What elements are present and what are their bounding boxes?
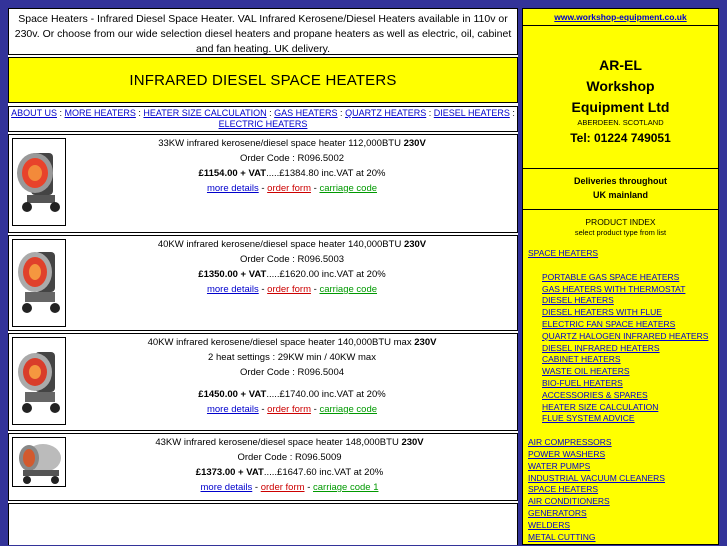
product-row (8, 433, 518, 501)
product-info: 40KW infrared kerosene/diesel space heater 140,000BTU max 230V 2 heat settings : 29KW min / 40KW max Order Code : R096.5004 £1450.00 + VAT.....£1740.00 inc.VAT at 20% more details - order form - carriage code (69, 334, 515, 417)
company-name-line3: Equipment Ltd (571, 99, 670, 115)
product-index-subtitle: select product type from list (574, 228, 667, 237)
index-list-item (523, 331, 718, 343)
index-list-item (523, 449, 718, 461)
index-list-item (523, 508, 718, 520)
index-list-item (523, 319, 718, 331)
index-list-item (523, 437, 718, 449)
product-settings: 2 heat settings : 29KW min / 40KW max (208, 352, 376, 363)
index-list-item (523, 307, 718, 319)
index-welders-link[interactable]: WELDERS (528, 519, 571, 530)
product-row (8, 235, 518, 331)
index-diesel-heaters-with-flue-link[interactable]: DIESEL HEATERS WITH FLUE (542, 307, 662, 318)
index-list-item (523, 378, 718, 390)
index-bio-fuel-heaters-link[interactable]: BIO-FUEL HEATERS (542, 377, 623, 388)
delivery-line2: UK mainland (592, 190, 648, 200)
order-form-link[interactable]: order form (267, 284, 311, 295)
product-image[interactable] (12, 239, 66, 327)
product-image[interactable] (12, 138, 66, 226)
index-list-item (523, 343, 718, 355)
product-price-inc: .....£1620.00 inc.VAT at 20% (266, 269, 386, 280)
product-price-inc: .....£1384.80 inc.VAT at 20% (266, 168, 386, 179)
index-list-item (523, 272, 718, 284)
delivery-box (523, 169, 718, 210)
product-index (523, 212, 718, 546)
index-generators-link[interactable]: GENERATORS (528, 507, 587, 518)
product-title: 40KW infrared kerosene/diesel space heater 140,000BTU max (147, 337, 412, 348)
product-voltage: 230V (414, 337, 437, 348)
index-list-item (523, 402, 718, 414)
product-code: Order Code : R096.5009 (237, 452, 342, 463)
nav-gas-heaters[interactable]: GAS HEATERS (274, 108, 338, 118)
product-info: 43KW infrared kerosene/diesel space heater 148,000BTU 230V Order Code : R096.5009 £1373.00 + VAT.....£1647.60 inc.VAT at 20% more details - order form - carriage code 1 (64, 434, 515, 495)
company-name-line1: AR-EL (599, 57, 642, 73)
index-diesel-heaters-link[interactable]: DIESEL HEATERS (542, 295, 614, 306)
carriage-code-link[interactable]: carriage code (319, 284, 378, 295)
nav-more-heaters[interactable]: MORE HEATERS (64, 108, 136, 118)
index-portable-gas-space-heaters-link[interactable]: PORTABLE GAS SPACE HEATERS (542, 271, 680, 282)
more-details-link[interactable]: more details (206, 284, 259, 295)
product-voltage: 230V (403, 239, 427, 250)
order-form-link[interactable]: order form (267, 183, 311, 194)
product-code: Order Code : R096.5004 (239, 367, 345, 378)
product-code: Order Code : R096.5002 (239, 153, 345, 164)
product-price: £1154.00 + VAT (198, 168, 267, 179)
product-info: 40KW infrared kerosene/diesel space heater 140,000BTU 230V Order Code : R096.5003 £1350.00 + VAT.....£1620.00 inc.VAT at 20% more details - order form - carriage code (69, 236, 515, 297)
index-air-conditioners-link[interactable]: AIR CONDITIONERS (528, 496, 610, 507)
index-space-heaters-link[interactable]: SPACE HEATERS (528, 484, 599, 495)
company-name-line2: Workshop (586, 78, 655, 94)
index-accessories-spares-link[interactable]: ACCESSORIES & SPARES (542, 389, 648, 400)
nav-electric-heaters[interactable]: ELECTRIC HEATERS (218, 119, 308, 129)
page-title-box (8, 57, 518, 103)
company-box (523, 26, 718, 169)
index-flue-system-advice-link[interactable]: FLUE SYSTEM ADVICE (542, 413, 635, 424)
main-column (8, 8, 518, 545)
carriage-code-link[interactable]: carriage code (319, 404, 378, 415)
index-list-item (523, 295, 718, 307)
index-list-item (523, 532, 718, 544)
product-code: Order Code : R096.5003 (239, 254, 345, 265)
carriage-code-link[interactable]: carriage code 1 (313, 482, 379, 493)
product-index-title: PRODUCT INDEX (585, 217, 656, 227)
company-location: ABERDEEN. SCOTLAND (577, 118, 664, 127)
product-title: 40KW infrared kerosene/diesel space heater 140,000BTU (157, 239, 402, 250)
index-power-washers-link[interactable]: POWER WASHERS (528, 448, 606, 459)
index-list-item (523, 520, 718, 532)
product-info: 33KW infrared kerosene/diesel space heater 112,000BTU 230V Order Code : R096.5002 £1154.00 + VAT.....£1384.80 inc.VAT at 20% more details - order form - carriage code (69, 135, 515, 196)
product-price: £1373.00 + VAT (195, 467, 264, 478)
delivery-line1: Deliveries throughout (573, 176, 667, 186)
index-heater-size-calculation-link[interactable]: HEATER SIZE CALCULATION (542, 401, 659, 412)
more-details-link[interactable]: more details (200, 482, 253, 493)
product-price: £1350.00 + VAT (198, 269, 267, 280)
index-list-item (523, 413, 718, 425)
index-list-item (523, 484, 718, 496)
index-electric-fan-space-heaters-link[interactable]: ELECTRIC FAN SPACE HEATERS (542, 318, 676, 329)
index-diesel-infrared-heaters-link[interactable]: DIESEL INFRARED HEATERS (542, 342, 660, 353)
index-gas-heaters-with-thermostat-link[interactable]: GAS HEATERS WITH THERMOSTAT (542, 283, 686, 294)
intro-text: Space Heaters - Infrared Diesel Space Heater. VAL Infrared Kerosene/Diesel Heaters available in 110v or 230v. Or choose from our wide selection diesel heaters and propane heaters as well as electric, oil, cabinet and fan heating. UK delivery. (8, 8, 518, 55)
product-image[interactable] (12, 337, 66, 425)
product-voltage: 230V (403, 138, 426, 149)
index-list-item (523, 284, 718, 296)
product-image[interactable] (12, 437, 66, 487)
more-details-link[interactable]: more details (206, 183, 259, 194)
product-row (8, 134, 518, 233)
index-space-heaters-link[interactable]: SPACE HEATERS (528, 248, 599, 258)
index-list-item (523, 354, 718, 366)
index-waste-oil-heaters-link[interactable]: WASTE OIL HEATERS (542, 366, 630, 377)
page-title: INFRARED DIESEL SPACE HEATERS (129, 71, 397, 89)
product-price-inc: .....£1740.00 inc.VAT at 20% (266, 389, 386, 400)
more-details-link[interactable]: more details (206, 404, 259, 415)
product-title: 43KW infrared kerosene/diesel space heater 148,000BTU (155, 437, 399, 448)
nav-heater-size-calculation[interactable]: HEATER SIZE CALCULATION (143, 108, 267, 118)
index-list-item (523, 496, 718, 508)
order-form-link[interactable]: order form (260, 482, 305, 493)
index-metal-cutting-link[interactable]: METAL CUTTING (528, 531, 596, 542)
category-nav: ABOUT US : MORE HEATERS : HEATER SIZE CALCULATION : GAS HEATERS : QUARTZ HEATERS : DIESEL HEATERS : ELECTRIC HEATERS (8, 106, 518, 132)
product-title: 33KW infrared kerosene/diesel space heater 112,000BTU (158, 138, 401, 149)
product-row (8, 333, 518, 431)
index-list-item (523, 461, 718, 473)
index-cabinet-heaters-link[interactable]: CABINET HEATERS (542, 354, 621, 365)
index-list-item (523, 366, 718, 378)
index-industrial-vacuum-cleaners-link[interactable]: INDUSTRIAL VACUUM CLEANERS (528, 472, 665, 483)
nav-quartz-heaters[interactable]: QUARTZ HEATERS (345, 108, 427, 118)
order-form-link[interactable]: order form (267, 404, 311, 415)
product-price: £1450.00 + VAT (198, 389, 267, 400)
nav-diesel-heaters[interactable]: DIESEL HEATERS (433, 108, 510, 118)
index-air-compressors-link[interactable]: AIR COMPRESSORS (528, 437, 612, 448)
index-quartz-halogen-infrared-heaters-link[interactable]: QUARTZ HALOGEN INFRARED HEATERS (542, 330, 709, 341)
index-water-pumps-link[interactable]: WATER PUMPS (528, 460, 591, 471)
nav-about-us[interactable]: ABOUT US (11, 108, 57, 118)
empty-row (8, 503, 518, 545)
sidebar (522, 8, 719, 545)
index-list-item (523, 473, 718, 485)
product-voltage: 230V (401, 437, 424, 448)
index-list-item (523, 390, 718, 402)
company-telephone: Tel: 01224 749051 (570, 131, 671, 145)
site-url-link[interactable]: www.workshop-equipment.co.uk (554, 12, 687, 22)
carriage-code-link[interactable]: carriage code (319, 183, 378, 194)
site-url-box (523, 9, 718, 26)
product-price-inc: .....£1647.60 inc.VAT at 20% (263, 467, 384, 478)
